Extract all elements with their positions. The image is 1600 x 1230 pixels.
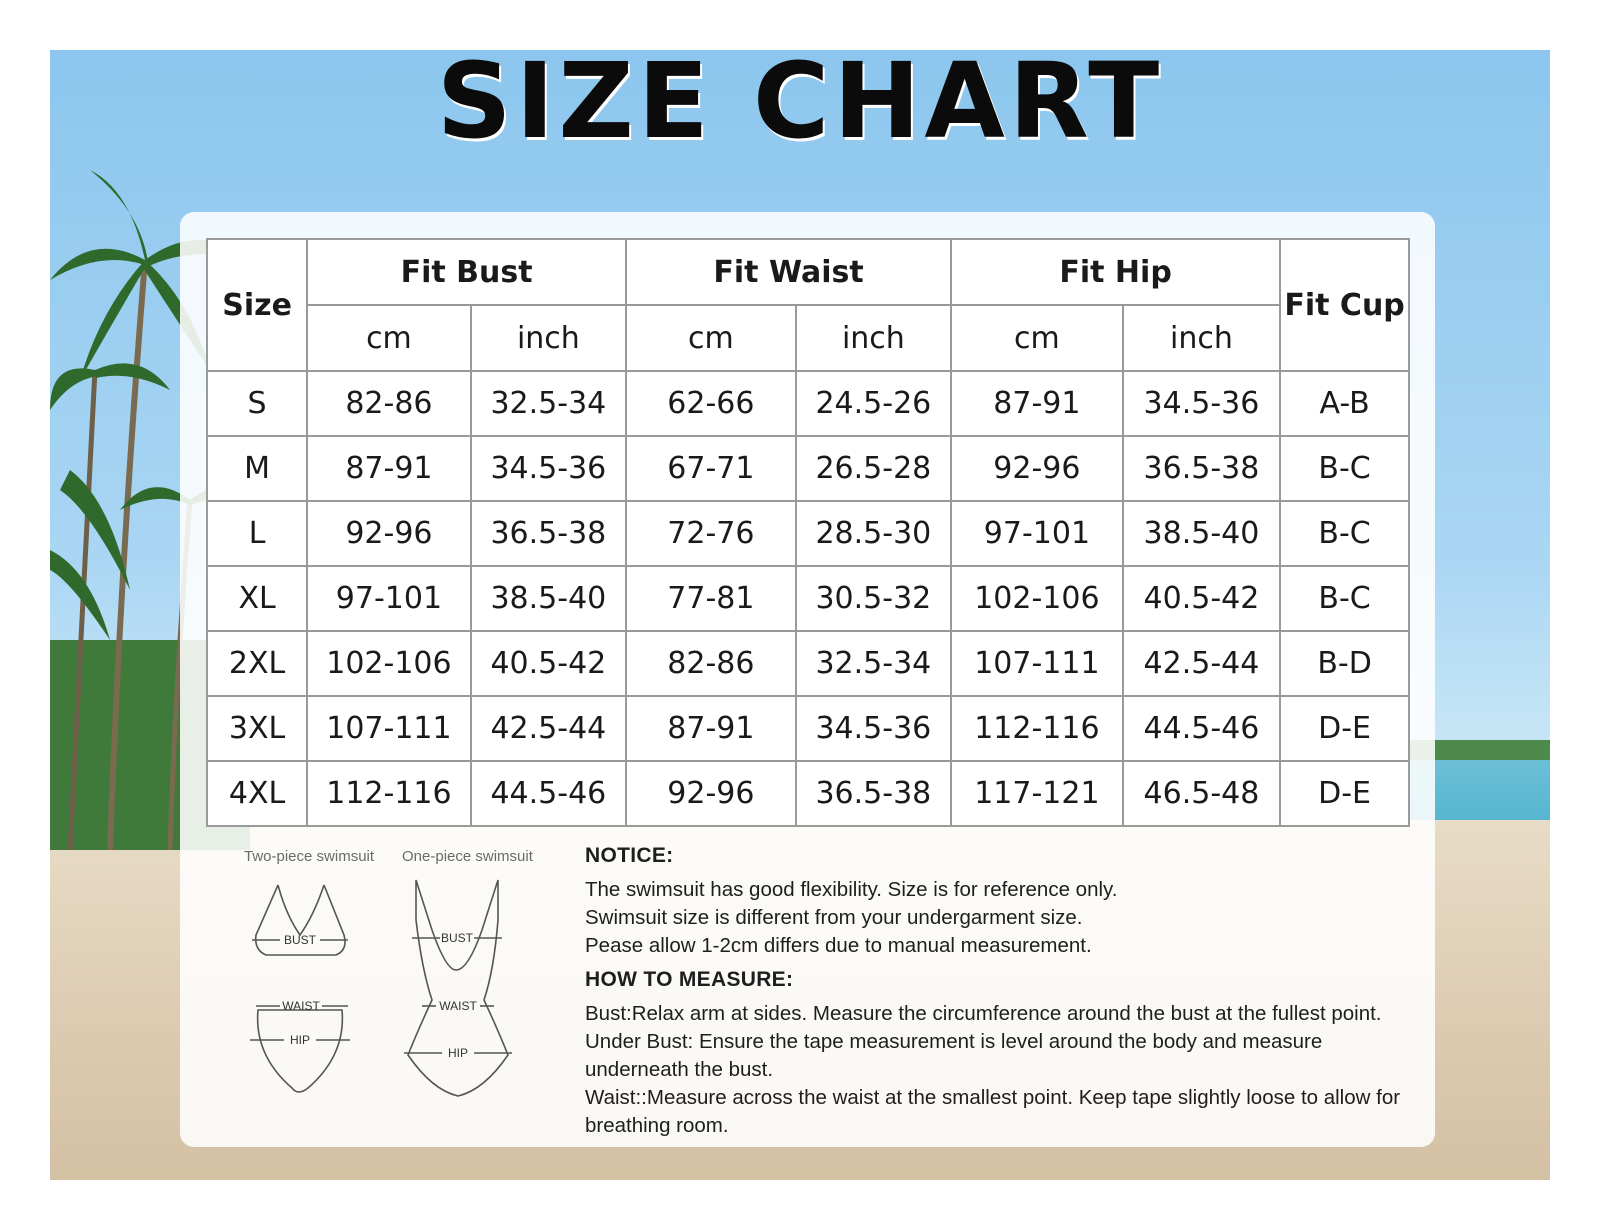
table-cell: 62-66	[626, 371, 796, 436]
table-cell: 30.5-32	[796, 566, 951, 631]
table-row	[207, 696, 1409, 761]
table-cell: A-B	[1280, 371, 1409, 436]
table-cell: B-C	[1280, 436, 1409, 501]
swimsuit-diagram	[236, 860, 546, 1130]
table-cell: 40.5-42	[1123, 566, 1280, 631]
table-cell: 36.5-38	[1123, 436, 1280, 501]
table-cell: 28.5-30	[796, 501, 951, 566]
table-cell: 44.5-46	[1123, 696, 1280, 761]
table-cell: 112-116	[951, 696, 1123, 761]
hip-label: HIP	[289, 1033, 311, 1047]
fit-hip-header: Fit Hip	[951, 239, 1280, 305]
table-cell: 32.5-34	[471, 371, 626, 436]
one-piece-label: One-piece swimsuit	[402, 848, 533, 865]
table-cell: B-D	[1280, 631, 1409, 696]
page-title: SIZE CHART	[436, 40, 1164, 162]
table-cell: M	[207, 436, 307, 501]
table-cell: 107-111	[307, 696, 471, 761]
table-row	[207, 371, 1409, 436]
table-cell: D-E	[1280, 761, 1409, 826]
table-cell: 32.5-34	[796, 631, 951, 696]
size-header: Size	[207, 239, 307, 371]
table-cell: 87-91	[626, 696, 796, 761]
table-cell: 92-96	[626, 761, 796, 826]
table-cell: 72-76	[626, 501, 796, 566]
one-piece-outline	[408, 880, 508, 1096]
unit-header: inch	[1123, 305, 1280, 371]
table-cell: B-C	[1280, 501, 1409, 566]
table-cell: 2XL	[207, 631, 307, 696]
table-cell: 46.5-48	[1123, 761, 1280, 826]
table-cell: 82-86	[626, 631, 796, 696]
table-cell: S	[207, 371, 307, 436]
bikini-straps	[278, 885, 324, 935]
table-cell: 40.5-42	[471, 631, 626, 696]
table-cell: 42.5-44	[1123, 631, 1280, 696]
fit-waist-header: Fit Waist	[626, 239, 951, 305]
table-cell: 38.5-40	[471, 566, 626, 631]
fit-cup-header: Fit Cup	[1280, 239, 1409, 371]
unit-header: inch	[471, 305, 626, 371]
table-cell: 102-106	[307, 631, 471, 696]
unit-header: inch	[796, 305, 951, 371]
notice-heading: NOTICE:	[585, 844, 674, 867]
unit-header: cm	[951, 305, 1123, 371]
unit-header: cm	[307, 305, 471, 371]
one-piece-bust-label: BUST	[440, 931, 474, 945]
table-cell: 34.5-36	[471, 436, 626, 501]
table-cell: 42.5-44	[471, 696, 626, 761]
table-cell: 102-106	[951, 566, 1123, 631]
one-piece-hip-label: HIP	[447, 1046, 469, 1060]
table-cell: D-E	[1280, 696, 1409, 761]
size-table	[206, 238, 1410, 827]
table-cell: 34.5-36	[1123, 371, 1280, 436]
table-cell: 77-81	[626, 566, 796, 631]
table-cell: 67-71	[626, 436, 796, 501]
table-cell: 3XL	[207, 696, 307, 761]
table-cell: 92-96	[951, 436, 1123, 501]
table-cell: 97-101	[951, 501, 1123, 566]
how-to-line: Waist::Measure across the waist at the smallest point. Keep tape slightly loose to allow for breathing room.	[585, 1086, 1401, 1137]
notice-line: Pease allow 1-2cm differs due to manual measurement.	[585, 934, 1092, 957]
table-cell: 44.5-46	[471, 761, 626, 826]
table-row	[207, 761, 1409, 826]
table-row	[207, 566, 1409, 631]
fit-bust-header: Fit Bust	[307, 239, 626, 305]
table-cell: XL	[207, 566, 307, 631]
notice-line: The swimsuit has good flexibility. Size is for reference only.	[585, 878, 1118, 901]
table-cell: 97-101	[307, 566, 471, 631]
bust-label: BUST	[283, 933, 317, 947]
table-row	[207, 436, 1409, 501]
table-row	[207, 501, 1409, 566]
table-cell: 112-116	[307, 761, 471, 826]
table-cell: 36.5-38	[471, 501, 626, 566]
unit-header: cm	[626, 305, 796, 371]
table-cell: 24.5-26	[796, 371, 951, 436]
bikini-bottom-outline	[258, 1010, 343, 1092]
how-to-line: Bust:Relax arm at sides. Measure the circumference around the bust at the fullest point.	[585, 1002, 1382, 1025]
how-to-measure-heading: HOW TO MEASURE:	[585, 968, 794, 991]
table-cell: 36.5-38	[796, 761, 951, 826]
notice-line: Swimsuit size is different from your undergarment size.	[585, 906, 1083, 929]
table-cell: 117-121	[951, 761, 1123, 826]
two-piece-label: Two-piece swimsuit	[244, 848, 375, 865]
one-piece-waist-label: WAIST	[439, 999, 477, 1013]
table-cell: 92-96	[307, 501, 471, 566]
table-cell: 87-91	[951, 371, 1123, 436]
table-cell: B-C	[1280, 566, 1409, 631]
table-cell: 34.5-36	[796, 696, 951, 761]
how-to-line: Under Bust: Ensure the tape measurement is level around the body and measure underneath the bust.	[585, 1030, 1323, 1081]
table-cell: 87-91	[307, 436, 471, 501]
waist-label: WAIST	[282, 999, 320, 1013]
table-cell: 26.5-28	[796, 436, 951, 501]
table-cell: 82-86	[307, 371, 471, 436]
notes-section	[585, 842, 1405, 1140]
table-cell: 107-111	[951, 631, 1123, 696]
measurement-diagrams	[236, 848, 546, 1130]
table-cell: L	[207, 501, 307, 566]
table-row	[207, 631, 1409, 696]
table-cell: 4XL	[207, 761, 307, 826]
table-cell: 38.5-40	[1123, 501, 1280, 566]
